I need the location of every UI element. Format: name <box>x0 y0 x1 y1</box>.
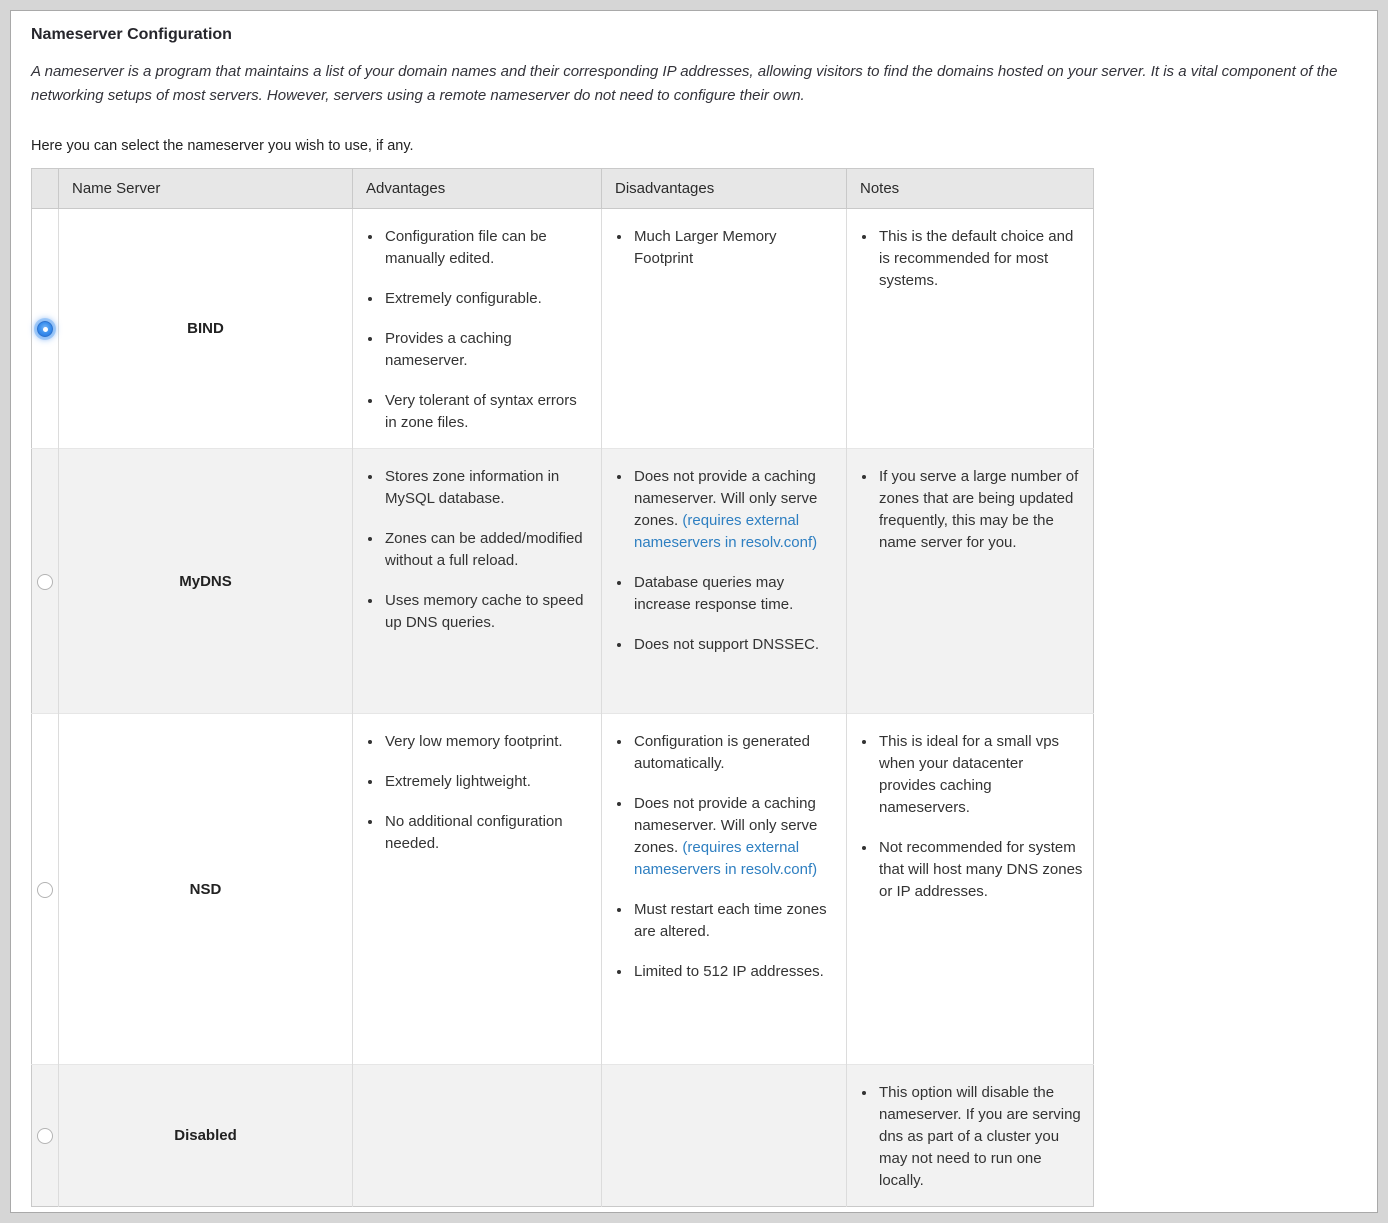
advantage-item <box>383 590 591 634</box>
text-segment: Zones can be added/modified without a full reload. <box>385 530 583 569</box>
note-item <box>877 731 1083 819</box>
note-list <box>847 209 1093 306</box>
note-list <box>847 714 1093 917</box>
text-segment: Not recommended for system that will host many DNS zones or IP addresses. <box>879 839 1083 900</box>
text-segment: Very low memory footprint. <box>385 733 563 750</box>
nameserver-name: Disabled <box>59 1065 353 1207</box>
notes-cell <box>847 1065 1094 1207</box>
nameserver-row-disabled <box>32 1065 1094 1207</box>
text-segment: Must restart each time zones are altered. <box>634 901 827 940</box>
text-segment: Limited to 512 IP addresses. <box>634 963 824 980</box>
nameserver-row-nsd <box>32 714 1094 1065</box>
advantage-item <box>383 328 591 372</box>
nameserver-name: MyDNS <box>59 449 353 714</box>
disadvantage-item <box>632 961 836 983</box>
column-header-name-server: Name Server <box>59 169 353 209</box>
advantages-cell <box>353 209 602 449</box>
disadvantages-cell <box>602 449 847 714</box>
resolv-conf-link[interactable]: (requires external nameservers in resolv.conf) <box>634 839 818 878</box>
advantage-item <box>383 466 591 510</box>
note-item <box>877 837 1083 903</box>
content-panel <box>10 10 1378 1213</box>
page-title: Nameserver Configuration <box>31 26 232 43</box>
text-segment: If you serve a large number of zones that are being updated frequently, this may be the name server for you. <box>879 468 1079 551</box>
text-segment: Configuration file can be manually edited. <box>385 228 547 267</box>
nameserver-description: A nameserver is a program that maintains a list of your domain names and their corresponding IP addresses, allowing visitors to find the domains hosted on your server. It is a vital component of the networking setups of most servers. However, servers using a remote nameserver do not need to configure their own. <box>31 63 1338 104</box>
note-item <box>877 226 1083 292</box>
disadvantage-list <box>602 449 846 670</box>
disadvantage-item <box>632 793 836 881</box>
column-header-notes: Notes <box>847 169 1094 209</box>
radio-column-header <box>32 169 59 209</box>
note-list <box>847 1065 1093 1206</box>
disadvantage-list <box>602 209 846 284</box>
note-item <box>877 466 1083 554</box>
advantage-item <box>383 390 591 434</box>
nameserver-table <box>31 168 1094 1207</box>
advantages-cell <box>353 714 602 1065</box>
nameserver-name: NSD <box>59 714 353 1065</box>
text-segment: Configuration is generated automatically. <box>634 733 810 772</box>
advantages-cell <box>353 449 602 714</box>
text-segment: Does not provide a caching nameserver. Will only serve zones. <box>634 468 818 529</box>
text-segment: Much Larger Memory Footprint <box>634 228 777 267</box>
advantage-list <box>353 449 601 648</box>
advantage-item <box>383 288 591 310</box>
notes-cell <box>847 714 1094 1065</box>
text-segment: Extremely lightweight. <box>385 773 531 790</box>
text-segment: Database queries may increase response time. <box>634 574 794 613</box>
disadvantage-item <box>632 731 836 775</box>
disadvantage-item <box>632 634 836 656</box>
table-header <box>32 169 1094 209</box>
disadvantages-cell <box>602 1065 847 1207</box>
disadvantage-item <box>632 899 836 943</box>
radio-cell-mydns <box>32 449 59 714</box>
text-segment: Does not support DNSSEC. <box>634 636 820 653</box>
notes-cell <box>847 449 1094 714</box>
disadvantages-cell <box>602 209 847 449</box>
disadvantage-item <box>632 226 836 270</box>
advantage-item <box>383 226 591 270</box>
nameserver-radio-bind[interactable] <box>37 321 53 337</box>
text-segment: Stores zone information in MySQL database. <box>385 468 560 507</box>
text-segment: This option will disable the nameserver. If you are serving dns as part of a cluster you may not need to run one locally. <box>879 1084 1081 1189</box>
text-segment: Provides a caching nameserver. <box>385 330 512 369</box>
disadvantage-item <box>632 572 836 616</box>
selection-instruction: Here you can select the nameserver you wish to use, if any. <box>31 138 414 154</box>
advantage-item <box>383 771 591 793</box>
note-list <box>847 449 1093 568</box>
text-segment: Uses memory cache to speed up DNS queries. <box>385 592 584 631</box>
advantage-item <box>383 528 591 572</box>
text-segment: This is the default choice and is recommended for most systems. <box>879 228 1074 289</box>
text-segment: No additional configuration needed. <box>385 813 563 852</box>
column-header-advantages: Advantages <box>353 169 602 209</box>
text-segment: Very tolerant of syntax errors in zone files. <box>385 392 577 431</box>
advantage-list <box>353 209 601 448</box>
disadvantage-item <box>632 466 836 554</box>
note-item <box>877 1082 1083 1192</box>
nameserver-row-bind <box>32 209 1094 449</box>
nameserver-radio-disabled[interactable] <box>37 1128 53 1144</box>
radio-cell-disabled <box>32 1065 59 1207</box>
advantage-item <box>383 731 591 753</box>
disadvantages-cell <box>602 714 847 1065</box>
nameserver-name: BIND <box>59 209 353 449</box>
advantage-list <box>353 714 601 869</box>
nameserver-row-mydns <box>32 449 1094 714</box>
text-segment: This is ideal for a small vps when your datacenter provides caching nameservers. <box>879 733 1060 816</box>
text-segment: Does not provide a caching nameserver. Will only serve zones. <box>634 795 818 856</box>
radio-cell-bind <box>32 209 59 449</box>
resolv-conf-link[interactable]: (requires external nameservers in resolv.conf) <box>634 512 818 551</box>
advantage-item <box>383 811 591 855</box>
notes-cell <box>847 209 1094 449</box>
radio-cell-nsd <box>32 714 59 1065</box>
nameserver-radio-nsd[interactable] <box>37 882 53 898</box>
nameserver-radio-mydns[interactable] <box>37 574 53 590</box>
column-header-disadvantages: Disadvantages <box>602 169 847 209</box>
advantages-cell <box>353 1065 602 1207</box>
text-segment: Extremely configurable. <box>385 290 542 307</box>
disadvantage-list <box>602 714 846 997</box>
